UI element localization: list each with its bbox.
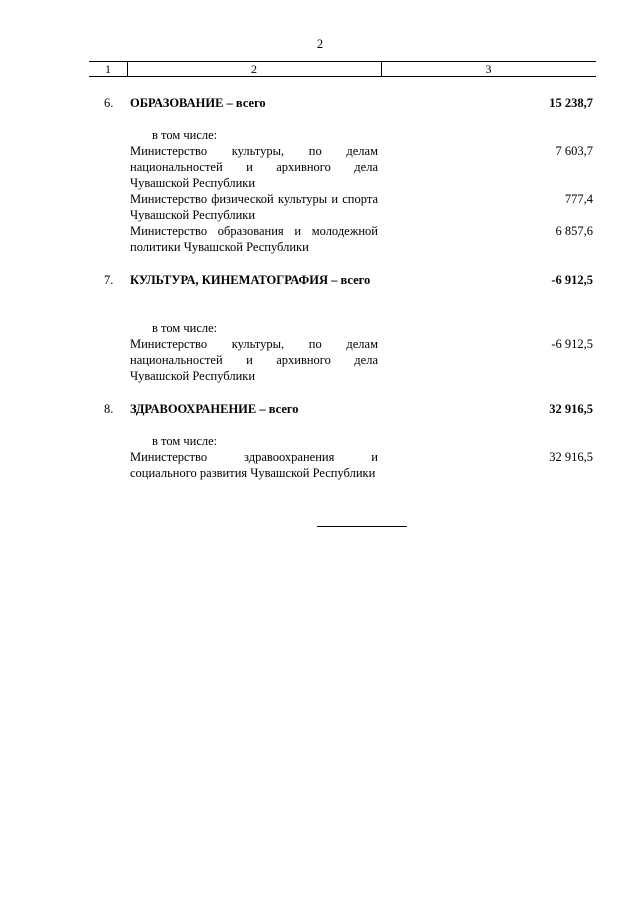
item-name: Министерство здравоохранения и социального развития Чувашской Республики — [130, 450, 378, 480]
including-label: в том числе: — [152, 434, 218, 448]
section-number: 6. — [104, 96, 114, 110]
item-value: 7 603,7 — [555, 144, 593, 158]
header-col-3: 3 — [485, 62, 492, 76]
page-number: 2 — [316, 37, 324, 51]
including-label: в том числе: — [152, 128, 218, 142]
item-value: -6 912,5 — [551, 337, 593, 351]
item-name: Министерство культуры, по делам национальностей и архивного дела Чувашской Республики — [130, 337, 378, 383]
header-col-1: 1 — [105, 62, 111, 76]
including-label: в том числе: — [152, 321, 218, 335]
item-name: Министерство физической культуры и спорта Чувашской Республики — [130, 192, 378, 222]
section-total: -6 912,5 — [551, 273, 593, 287]
item-name: Министерство образования и молодежной политики Чувашской Республики — [130, 224, 378, 254]
item-value: 6 857,6 — [555, 224, 593, 238]
section-title: ОБРАЗОВАНИЕ – всего — [130, 96, 266, 110]
table-header — [89, 61, 596, 77]
section-number: 7. — [104, 273, 114, 287]
header-col-2: 2 — [251, 62, 257, 76]
section-total: 32 916,5 — [549, 402, 593, 416]
end-divider — [317, 526, 407, 527]
section-title: КУЛЬТУРА, КИНЕМАТОГРАФИЯ – всего — [130, 273, 371, 287]
item-value: 777,4 — [564, 192, 593, 206]
item-value: 32 916,5 — [549, 450, 593, 464]
section-total: 15 238,7 — [549, 96, 593, 110]
section-title: ЗДРАВООХРАНЕНИЕ – всего — [130, 402, 299, 416]
item-name: Министерство культуры, по делам национальностей и архивного дела Чувашской Республики — [130, 144, 378, 190]
section-number: 8. — [104, 402, 114, 416]
